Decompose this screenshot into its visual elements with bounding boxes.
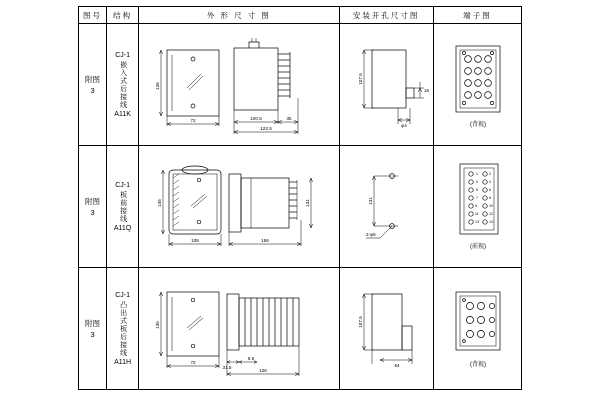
svg-text:9: 9 xyxy=(474,203,477,208)
structure-code: A11H xyxy=(114,358,132,366)
outline-drawing-cell xyxy=(139,24,339,146)
terminal-view-label-3: (背视) xyxy=(469,361,486,368)
svg-text:φ4: φ4 xyxy=(400,122,407,128)
svg-text:3: 3 xyxy=(475,179,478,184)
svg-text:5: 5 xyxy=(475,187,478,192)
mounting-drawing-cell xyxy=(339,146,433,268)
svg-text:64: 64 xyxy=(394,362,400,368)
specification-table xyxy=(78,6,522,390)
structure-code: A11Q xyxy=(113,224,132,232)
mounting-drawing-3 xyxy=(340,270,433,388)
svg-text:12: 12 xyxy=(488,211,493,216)
outline-drawing-1 xyxy=(139,26,338,144)
svg-text:126: 126 xyxy=(259,367,267,373)
structure-cell xyxy=(107,146,139,268)
mounting-drawing-1 xyxy=(340,26,433,144)
svg-text:156: 156 xyxy=(261,237,269,243)
figure-label-line2: 3 xyxy=(90,207,95,217)
mounting-drawing-cell xyxy=(339,268,433,390)
svg-text:7: 7 xyxy=(475,195,478,200)
figure-number-cell xyxy=(79,268,107,390)
structure-code: A11K xyxy=(114,110,131,118)
structure-model: CJ-1 xyxy=(115,51,130,59)
svg-text:11: 11 xyxy=(474,211,479,216)
header-figure-number: 图号 xyxy=(79,7,107,24)
figure-label-line2: 3 xyxy=(90,329,95,339)
structure-type: 板前接线 xyxy=(119,190,127,223)
svg-text:4: 4 xyxy=(488,179,491,184)
table-row xyxy=(79,268,522,390)
svg-text:8: 8 xyxy=(488,195,491,200)
svg-text:6: 6 xyxy=(488,187,491,192)
terminal-drawing-cell xyxy=(433,24,521,146)
svg-text:135: 135 xyxy=(155,81,161,90)
terminal-drawing-cell xyxy=(433,146,521,268)
svg-text:131: 131 xyxy=(367,196,373,205)
figure-label-line2: 3 xyxy=(90,85,95,95)
svg-text:72: 72 xyxy=(190,359,196,365)
structure-type: 凸出式板后接线 xyxy=(119,300,127,357)
svg-text:107.5: 107.5 xyxy=(357,72,363,85)
structure-cell xyxy=(107,268,139,390)
svg-text:2: 2 xyxy=(488,171,491,176)
figure-number-cell xyxy=(79,146,107,268)
svg-text:105: 105 xyxy=(191,237,199,243)
terminal-diagram-1 xyxy=(434,26,521,144)
mounting-drawing-cell xyxy=(339,24,433,146)
table-header-row xyxy=(79,7,522,24)
svg-text:107.5: 107.5 xyxy=(357,315,363,328)
svg-text:13: 13 xyxy=(474,219,479,224)
table-row xyxy=(79,146,522,268)
svg-text:16: 16 xyxy=(423,87,429,93)
structure-type: 嵌入式后接线 xyxy=(119,60,127,109)
figure-number-cell xyxy=(79,24,107,146)
svg-text:1: 1 xyxy=(475,171,478,176)
outline-drawing-2 xyxy=(139,148,338,266)
svg-text:35: 35 xyxy=(286,115,292,121)
svg-text:135: 135 xyxy=(155,320,161,329)
svg-text:122.5: 122.5 xyxy=(260,125,272,131)
terminal-view-label-2: (前视) xyxy=(469,243,486,250)
mounting-drawing-2 xyxy=(340,148,433,266)
terminal-view-label-1: (背视) xyxy=(469,121,486,128)
svg-text:131: 131 xyxy=(305,198,311,207)
svg-text:31.5: 31.5 xyxy=(222,364,232,370)
terminal-drawing-cell xyxy=(433,268,521,390)
table-row xyxy=(79,24,522,146)
header-structure: 结构 xyxy=(107,7,139,24)
outline-drawing-cell xyxy=(139,146,339,268)
svg-text:72: 72 xyxy=(190,117,196,123)
svg-text:145: 145 xyxy=(157,198,163,207)
structure-model: CJ-1 xyxy=(115,181,130,189)
figure-label-line1: 附图 xyxy=(85,318,101,328)
structure-model: CJ-1 xyxy=(115,291,130,299)
outline-drawing-3 xyxy=(139,270,338,388)
svg-text:10: 10 xyxy=(488,203,493,208)
terminal-diagram-2 xyxy=(434,148,521,266)
header-mounting-hole-dimensions: 安装开孔尺寸图 xyxy=(339,7,433,24)
svg-text:2-φ5: 2-φ5 xyxy=(365,231,376,237)
svg-text:9.5: 9.5 xyxy=(247,355,255,361)
svg-text:100.5: 100.5 xyxy=(250,115,262,121)
terminal-diagram-3 xyxy=(434,270,521,388)
header-outline-dimensions: 外 形 尺 寸 图 xyxy=(139,7,339,24)
figure-label-line1: 附图 xyxy=(85,196,101,206)
figure-label-line1: 附图 xyxy=(85,74,101,84)
outline-drawing-cell xyxy=(139,268,339,390)
structure-cell xyxy=(107,24,139,146)
svg-text:14: 14 xyxy=(488,219,493,224)
header-terminal-diagram: 端子图 xyxy=(433,7,521,24)
